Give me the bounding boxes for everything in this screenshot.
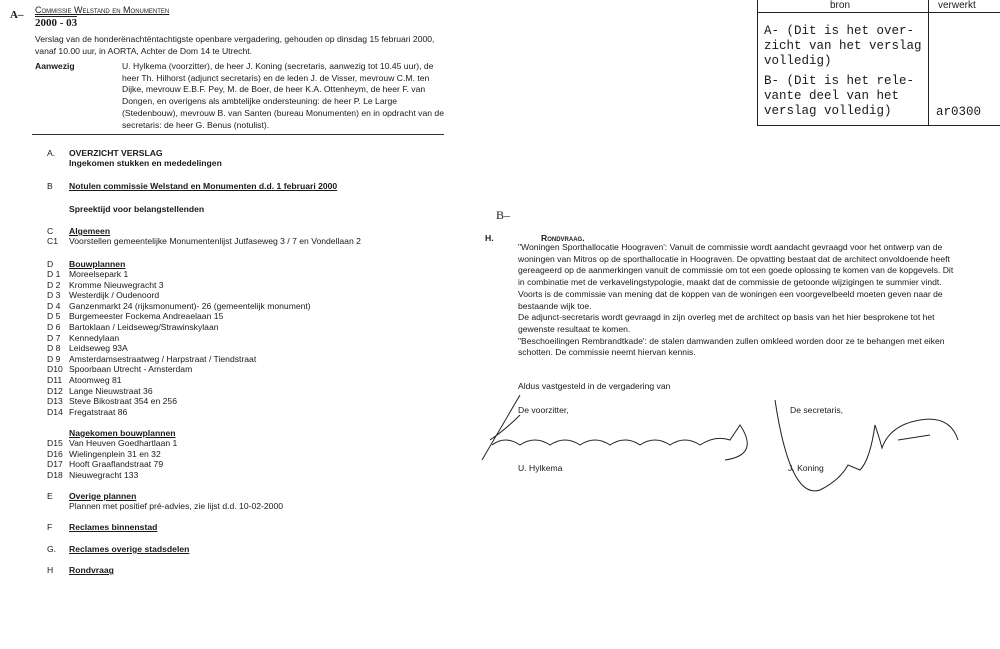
code: G. <box>47 544 57 554</box>
secretary-signature <box>775 400 958 491</box>
item-text: Burgemeester Fockema Andreaelaan 15 <box>69 311 224 322</box>
paragraph-2: De adjunct-secretaris wordt gevraagd in zijn overleg met de architect op basis van het hier besprokene tot het gewenste resultaat te komen. <box>518 312 935 334</box>
code: E <box>47 491 53 501</box>
marker-b: B– <box>496 208 511 222</box>
item-text: Fregatstraat 86 <box>69 406 128 417</box>
item-text: Wielingenplein 31 en 32 <box>69 448 161 459</box>
agenda-c-title: Algemeen <box>69 226 111 236</box>
item-text: Leidseweg 93A <box>69 343 128 354</box>
item-text: Lange Nieuwstraat 36 <box>69 385 153 396</box>
item-code: D16 <box>47 448 63 459</box>
item-code: D10 <box>47 364 63 375</box>
item-code: D 9 <box>47 353 61 364</box>
intro-text: Verslag van de honderënachtëntachtigste openbare vergadering, gehouden op dinsdag 15 februari 2000, vanaf 10.00 uur, in AORTA, Achter de Dom 14 te Utrecht. <box>35 34 435 56</box>
item-text: Moreelsepark 1 <box>69 269 129 279</box>
item-text: Bartoklaan / Leidseweg/Strawinskylaan <box>69 322 219 332</box>
item-code: D14 <box>47 406 63 417</box>
chair-label: De voorzitter, <box>518 405 569 415</box>
item-code: D 4 <box>47 300 61 311</box>
col-verwerkt: verwerkt <box>938 0 976 11</box>
secretary-label: De secretaris, <box>790 405 844 415</box>
present-text: U. Hylkema (voorzitter), de heer J. Koning (secretaris, aanwezig tot 10.45 uur), de heer Th. Hilhorst (adjunct secretaris) en de leden J. de Visser, mevrouw C.M. ten Dijke, mevrouw E.B.F. Pey, M. de Boer, de heer K.A. Ottenheym, de heer F. van Dongen, en overigens als ambtelijke ondersteuning: de heer P. Le Large (Stedenbouw), mevrouw B. van Santen (bureau Monumenten) en in opdracht van de secretaris: de heer G. Benus (notulist). <box>122 61 444 130</box>
code: H <box>47 565 54 575</box>
item-text: Ganzenmarkt 24 (rijksmonument)- 26 (gemeentelijk monument) <box>69 300 311 311</box>
divider <box>32 134 444 135</box>
item-text: Kromme Nieuwegracht 3 <box>69 279 164 290</box>
note-b: B- (Dit is het rele-vante deel van het verslag volledig) <box>764 74 915 118</box>
item-text: Westerdijk / Oudenoord <box>69 290 160 301</box>
chair-name: U. Hylkema <box>518 463 563 473</box>
item-code: D18 <box>47 469 63 480</box>
present-label: Aanwezig <box>35 61 75 71</box>
code: A. <box>47 148 56 158</box>
late-title: Nagekomen bouwplannen <box>69 428 176 438</box>
marker-a: A– <box>10 9 24 21</box>
item-code: D11 <box>47 375 63 385</box>
item-text: Hooft Graaflandstraat 79 <box>69 459 164 470</box>
agenda-g-title: Reclames overige stadsdelen <box>69 544 190 554</box>
agenda-f-title: Reclames binnenstad <box>69 522 158 532</box>
paragraph-3: "Beschoeilingen Rembrandtkade': de stalen damwanden zullen omkleed worden door ze te behangen met eiken schotten. De commissie neemt hiervan kennis. <box>518 335 945 358</box>
item-code: D 1 <box>47 269 61 279</box>
code: B <box>47 181 53 191</box>
item-code: D 3 <box>47 290 61 301</box>
secretary-name: J. Koning <box>788 463 824 473</box>
paragraph-1: "Woningen Sporthallocatie Hoograven': Vanuit de commissie wordt aandacht gevraagd voor het ontwerp van de woningen van Mitros op de sporthallocatie in Hoograven. De opvatting bestaat dat de architect onvoldoende heeft gereageerd op de aanmerkingen vanuit de commissie om tot een goede oplossing te komen van de kopgevels. Dit in combinatie met de verkavelingstypologie, maakt dat de commissie de getoonde wijzigingen te summier vindt. Voorts is de commissie van mening dat de koppen van de woningen een voorgevelbeeld moeten geven naar de bestaande wijk toe. <box>518 242 954 311</box>
item-text: Nieuwegracht 133 <box>69 469 139 480</box>
agenda-h-title: Rondvraag <box>69 565 114 575</box>
ref-code: ar0300 <box>936 105 982 119</box>
section-title: Rondvraag. <box>541 233 585 243</box>
item-code: D17 <box>47 459 63 470</box>
agenda-d-title: Bouwplannen <box>69 259 126 269</box>
spreektijd: Spreektijd voor belangstellenden <box>69 204 205 214</box>
note-a: A- (Dit is het over-zicht van het verslag volledig) <box>764 24 922 68</box>
item-text: Kennedylaan <box>69 332 120 343</box>
section-code: H. <box>485 233 494 243</box>
agenda-b-title: Notulen commissie Welstand en Monumenten d.d. 1 februari 2000 <box>69 181 338 191</box>
agenda-c1-text: Voorstellen gemeentelijke Monumentenlijst Jutfaseweg 3 / 7 en Vondellaan 2 <box>69 236 361 246</box>
item-code: D 2 <box>47 279 61 290</box>
agenda-e-sub: Plannen met positief pré-advies, zie lijst d.d. 10-02-2000 <box>69 501 284 511</box>
committee-name: Commissie Welstand en Monumenten <box>35 5 170 15</box>
item-text: Spoorbaan Utrecht - Amsterdam <box>69 364 193 375</box>
adopted-text: Aldus vastgesteld in de vergadering van <box>518 381 671 391</box>
item-code: D13 <box>47 396 63 407</box>
agenda <box>47 148 447 578</box>
report-number: 2000 - 03 <box>35 17 78 29</box>
item-code: D15 <box>47 438 63 448</box>
code: C1 <box>47 236 58 246</box>
code: F <box>47 522 53 532</box>
code: D <box>47 259 54 269</box>
item-code: D12 <box>47 385 63 396</box>
agenda-a-title: OVERZICHT VERSLAG <box>69 148 163 158</box>
item-code: D 6 <box>47 322 61 332</box>
item-code: D 5 <box>47 311 61 322</box>
item-text: Amsterdamsestraatweg / Harpstraat / Tiendstraat <box>69 353 257 364</box>
col-bron: bron <box>830 0 851 11</box>
signatures-drawing <box>470 390 990 500</box>
chair-signature <box>482 395 747 460</box>
code: C <box>47 226 54 236</box>
item-text: Steve Bikostraat 354 en 256 <box>69 396 177 407</box>
item-code: D 8 <box>47 343 61 354</box>
source-table <box>757 0 1000 126</box>
item-text: Van Heuven Goedhartlaan 1 <box>69 438 178 448</box>
item-text: Atoomweg 81 <box>69 375 122 385</box>
agenda-e-title: Overige plannen <box>69 491 137 501</box>
rondvraag-text <box>518 242 958 359</box>
agenda-a-sub: Ingekomen stukken en mededelingen <box>69 158 222 168</box>
item-code: D 7 <box>47 332 61 343</box>
